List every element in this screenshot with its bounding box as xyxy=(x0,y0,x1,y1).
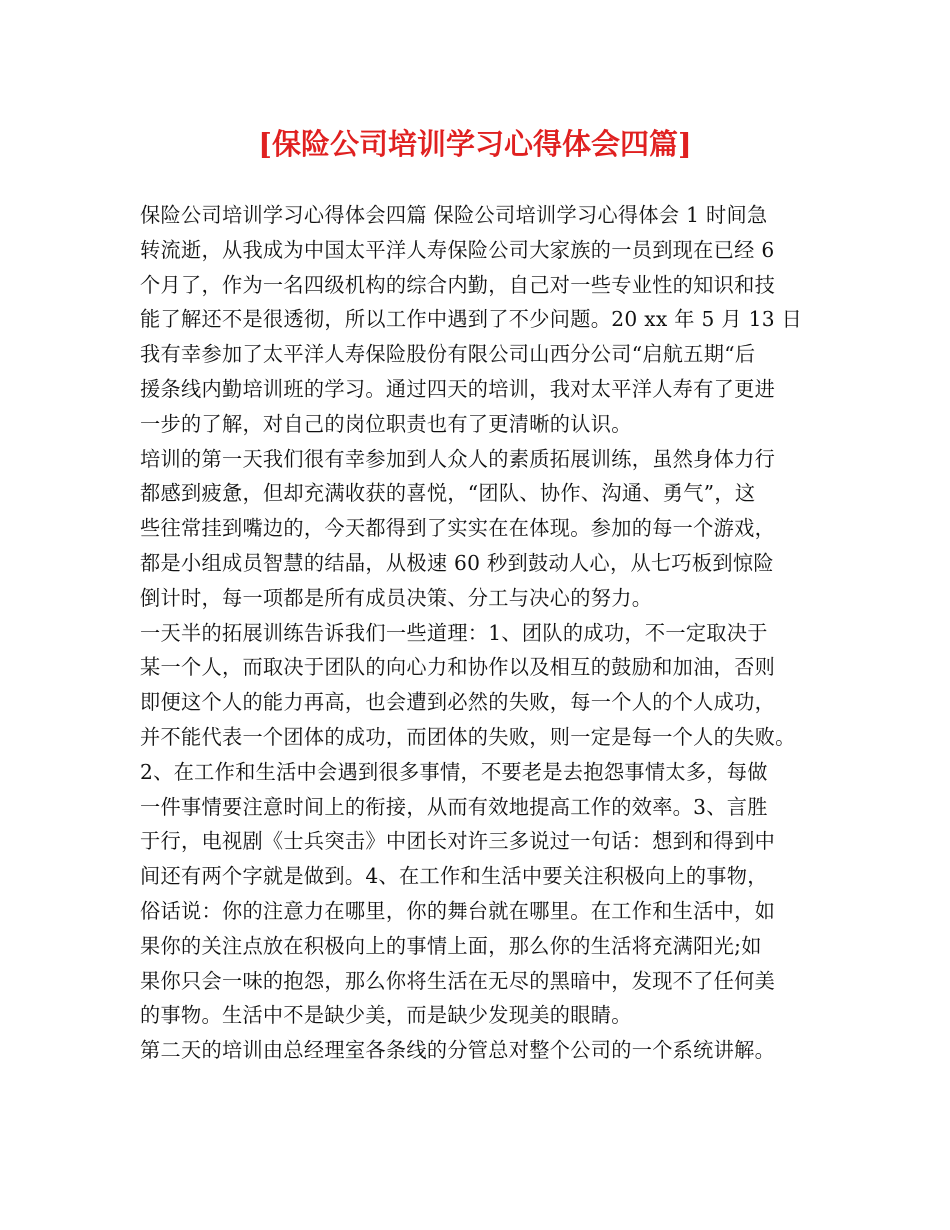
body-line: 间还有两个字就是做到。4、在工作和生活中要关注积极向上的事物， xyxy=(140,864,768,889)
body-line: 第二天的培训由总经理室各条线的分管总对整个公司的一个系统讲解。 xyxy=(140,1038,776,1063)
body-line: 一天半的拓展训练告诉我们一些道理：1、团队的成功，不一定取决于 xyxy=(140,620,768,645)
body-line: 培训的第一天我们很有幸参加到人众人的素质拓展训练，虽然身体力行 xyxy=(140,446,776,471)
body-line: 某一个人，而取决于团队的向心力和协作以及相互的鼓励和加油，否则 xyxy=(140,655,776,680)
body-line: 即便这个人的能力再高，也会遭到必然的失败，每一个人的个人成功， xyxy=(140,690,776,715)
body-line: 一件事情要注意时间上的衔接，从而有效地提高工作的效率。3、言胜 xyxy=(140,794,768,819)
body-line: 能了解还不是很透彻，所以工作中遇到了不少问题。20 xx 年 5 月 13 日 xyxy=(140,307,803,332)
body-line: 都感到疲惫，但却充满收获的喜悦，“团队、协作、沟通、勇气”，这 xyxy=(140,481,756,506)
body-line: 一步的了解，对自己的岗位职责也有了更清晰的认识。 xyxy=(140,411,632,436)
body-line: 援条线内勤培训班的学习。通过四天的培训，我对太平洋人寿有了更进 xyxy=(140,376,776,401)
body-line: 倒计时，每一项都是所有成员决策、分工与决心的努力。 xyxy=(140,585,653,610)
body-line: 2、在工作和生活中会遇到很多事情，不要老是去抱怨事情太多，每做 xyxy=(140,759,768,784)
body-line: 保险公司培训学习心得体会四篇 保险公司培训学习心得体会 1 时间急 xyxy=(140,203,768,227)
body-line: 些往常挂到嘴边的，今天都得到了实实在在体现。参加的每一个游戏， xyxy=(140,516,776,541)
body-line: 俗话说：你的注意力在哪里，你的舞台就在哪里。在工作和生活中，如 xyxy=(140,898,776,923)
document-title: [保险公司培训学习心得体会四篇] xyxy=(258,127,692,161)
body-line: 于行，电视剧《士兵突击》中团长对许三多说过一句话：想到和得到中 xyxy=(140,829,776,854)
body-line: 个月了，作为一名四级机构的综合内勤，自己对一些专业性的知识和技 xyxy=(140,272,776,297)
body-line: 并不能代表一个团体的成功，而团体的失败，则一定是每一个人的失败。 xyxy=(140,724,796,749)
document-body xyxy=(140,198,830,1068)
body-line: 转流逝，从我成为中国太平洋人寿保险公司大家族的一员到现在已经 6 xyxy=(140,237,775,262)
body-line: 都是小组成员智慧的结晶，从极速 60 秒到鼓动人心，从七巧板到惊险 xyxy=(140,550,774,575)
body-line: 的事物。生活中不是缺少美，而是缺少发现美的眼睛。 xyxy=(140,1003,632,1028)
body-line: 果你只会一味的抱怨，那么你将生活在无尽的黑暗中，发现不了任何美 xyxy=(140,968,776,993)
body-line: 我有幸参加了太平洋人寿保险股份有限公司山西分公司“启航五期“后 xyxy=(140,342,756,367)
body-line: 果你的关注点放在积极向上的事情上面，那么你的生活将充满阳光;如 xyxy=(140,933,762,958)
